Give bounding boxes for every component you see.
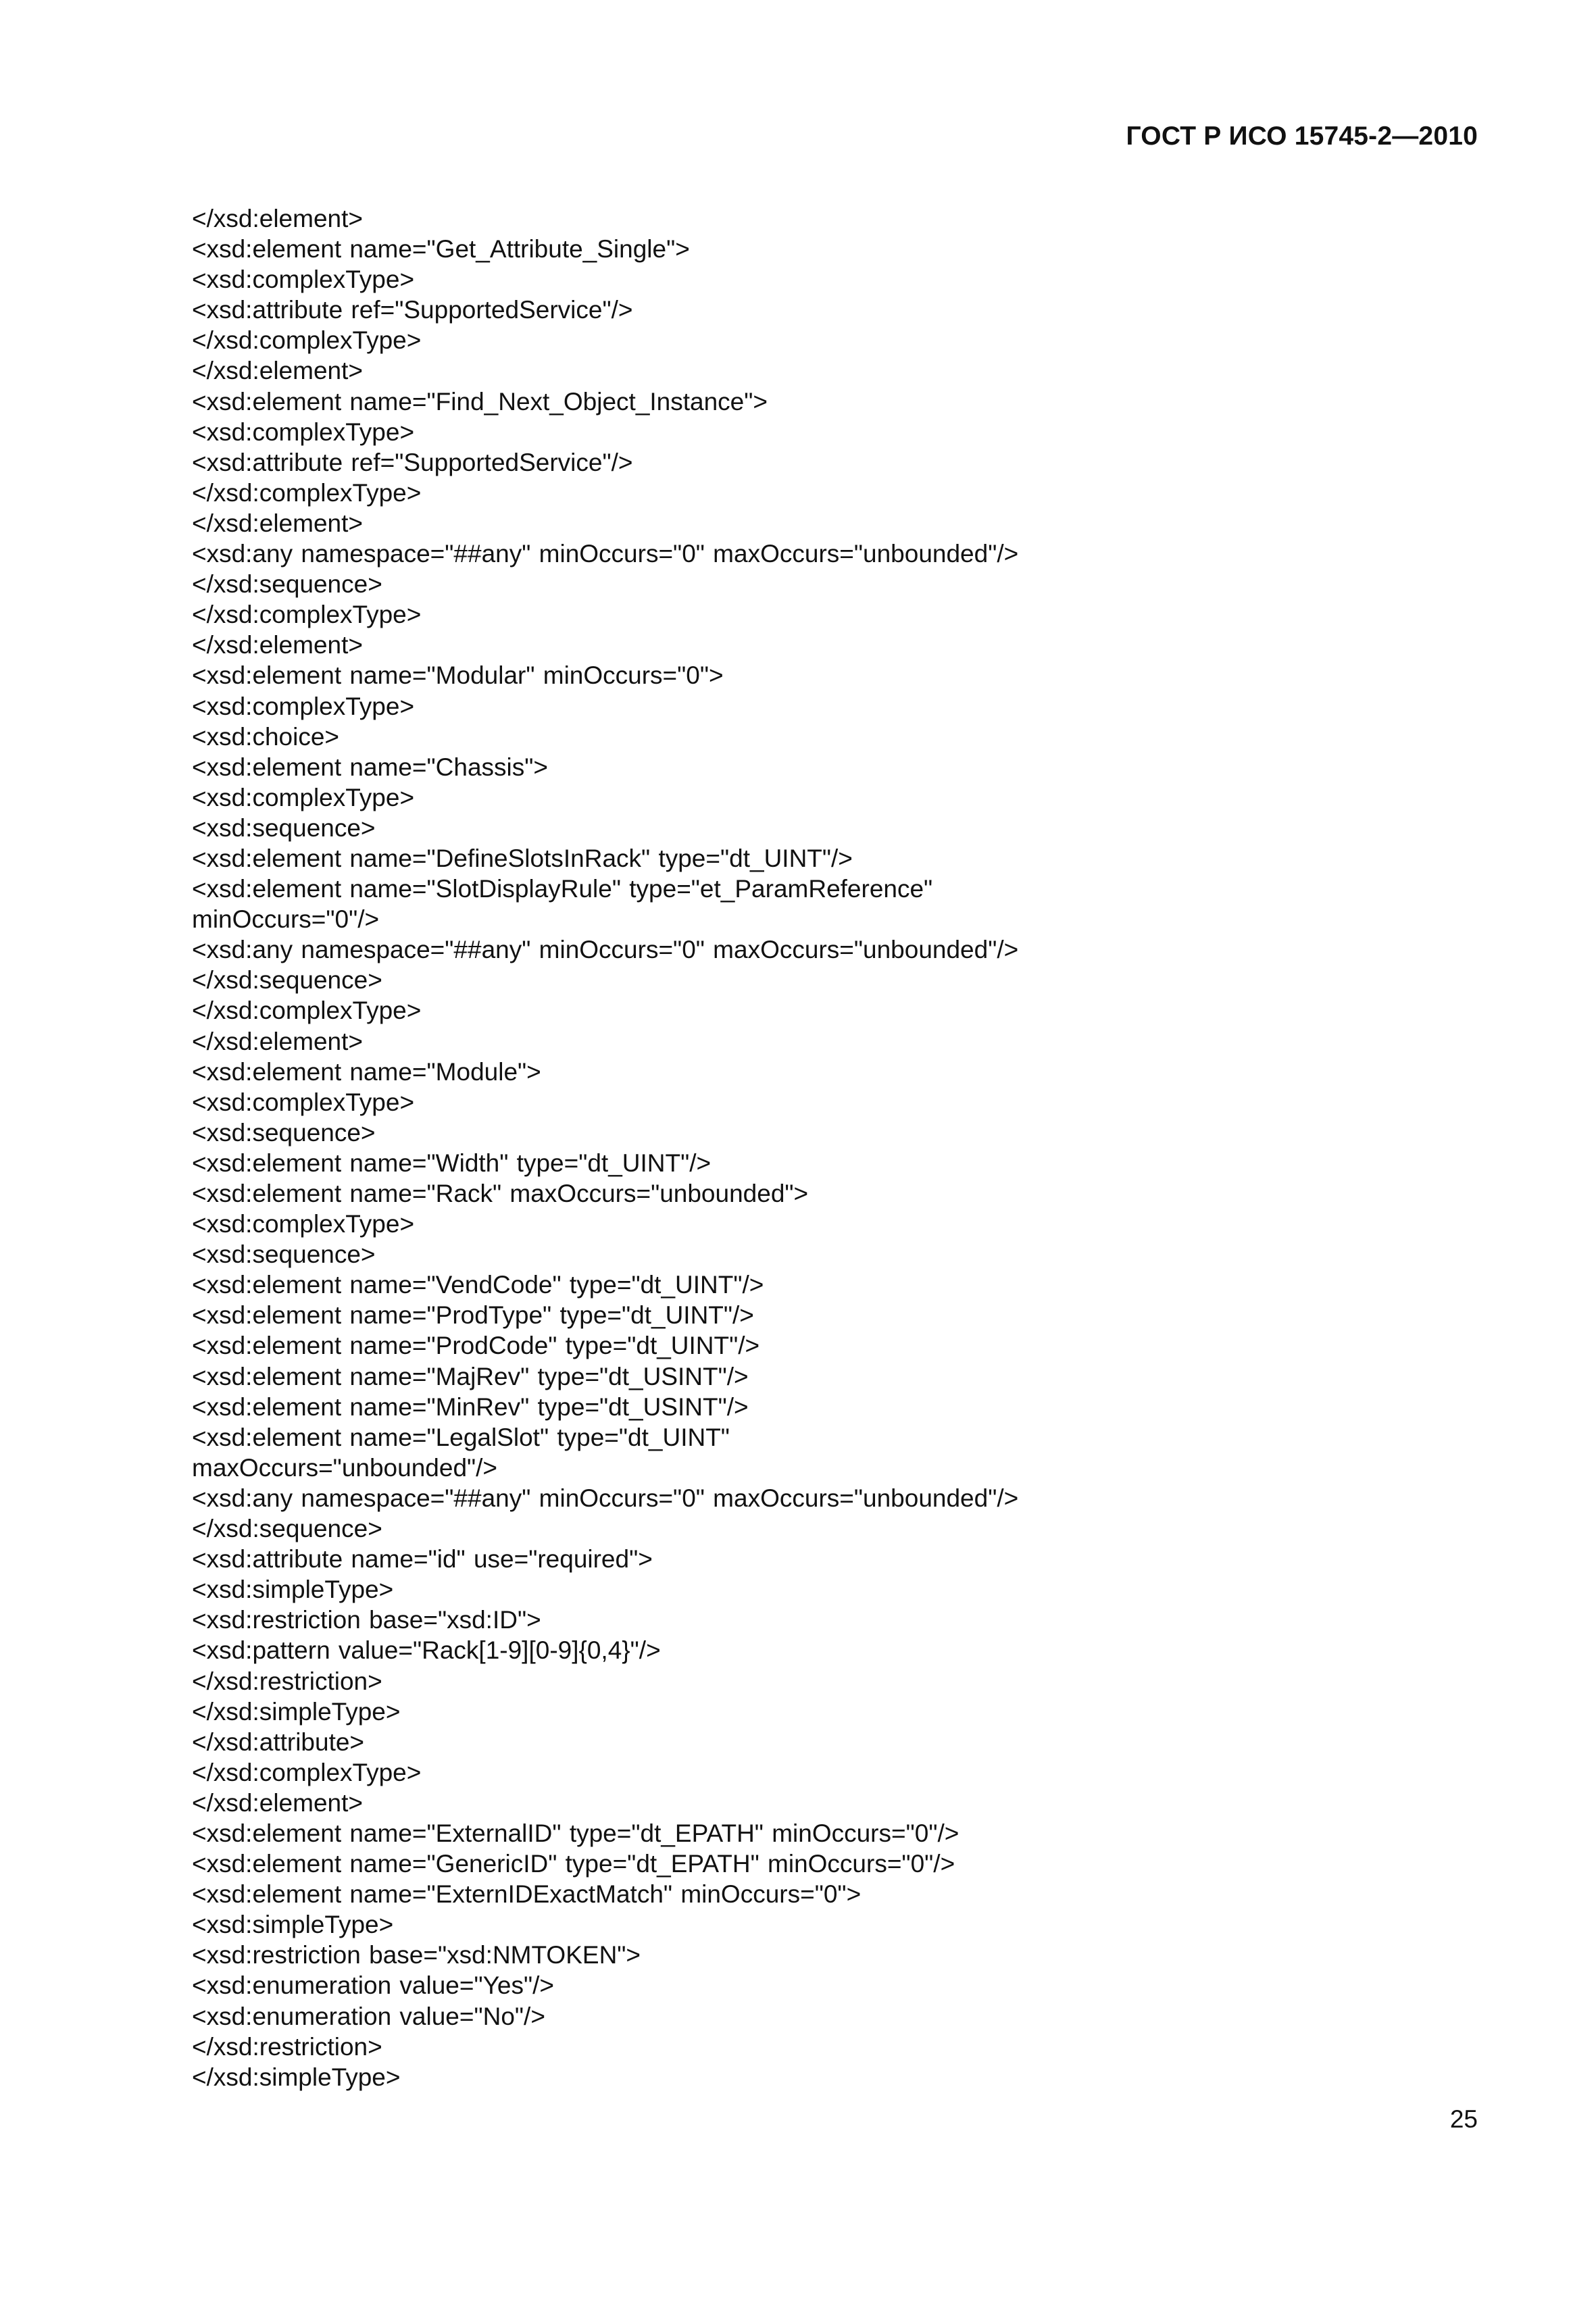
code-line: <xsd:element name="Chassis"> xyxy=(192,753,549,781)
code-line: <xsd:any namespace="##any" minOccurs="0" maxOccurs="unbounded"/> xyxy=(192,1484,1019,1512)
code-line: <xsd:element name="Rack" maxOccurs="unbounded"> xyxy=(192,1180,809,1207)
code-line: <xsd:element name="ExternIDExactMatch" minOccurs="0"> xyxy=(192,1880,862,1909)
code-line: <xsd:element name="LegalSlot" type="dt_UINT" xyxy=(192,1423,730,1451)
code-line: <xsd:complexType> xyxy=(192,1210,415,1238)
code-line: <xsd:sequence> xyxy=(192,813,376,842)
code-line: <xsd:element name="ProdCode" type="dt_UINT"/> xyxy=(192,1332,760,1360)
code-line: <xsd:element name="DefineSlotsInRack" type="dt_UINT"/> xyxy=(192,844,853,872)
code-line: </xsd:element> xyxy=(192,357,363,385)
code-line: <xsd:element name="SlotDisplayRule" type="et_ParamReference" xyxy=(192,875,933,903)
code-line: </xsd:complexType> xyxy=(192,997,422,1025)
code-line: <xsd:element name="Width" type="dt_UINT"/> xyxy=(192,1149,712,1177)
code-line: <xsd:restriction base="xsd:NMTOKEN"> xyxy=(192,1941,641,1969)
code-line: </xsd:sequence> xyxy=(192,570,382,599)
code-line: </xsd:restriction> xyxy=(192,2032,382,2061)
code-line: <xsd:choice> xyxy=(192,722,340,751)
code-line: <xsd:element name="Modular" minOccurs="0"> xyxy=(192,661,724,690)
code-line: <xsd:element name="Get_Attribute_Single"> xyxy=(192,235,690,263)
page-number: 25 xyxy=(1449,2105,1478,2133)
code-line: <xsd:complexType> xyxy=(192,418,415,446)
code-line: <xsd:attribute ref="SupportedService"/> xyxy=(192,296,633,324)
code-line: </xsd:simpleType> xyxy=(192,2063,401,2091)
code-line: </xsd:complexType> xyxy=(192,478,422,507)
code-line: <xsd:restriction base="xsd:ID"> xyxy=(192,1606,541,1634)
code-line: <xsd:element name="MajRev" type="dt_USINT"/> xyxy=(192,1362,749,1390)
code-line: <xsd:complexType> xyxy=(192,783,415,811)
code-line: <xsd:pattern value="Rack[1-9][0-9]{0,4}"/> xyxy=(192,1636,661,1665)
code-line: <xsd:element name="GenericID" type="dt_EPATH" minOccurs="0"/> xyxy=(192,1850,955,1878)
code-line: minOccurs="0"/> xyxy=(192,905,380,934)
code-line: </xsd:restriction> xyxy=(192,1667,382,1695)
code-line: </xsd:element> xyxy=(192,509,363,537)
code-line: </xsd:element> xyxy=(192,1027,363,1055)
code-line: <xsd:simpleType> xyxy=(192,1911,394,1939)
code-line: <xsd:simpleType> xyxy=(192,1576,394,1604)
code-line: <xsd:attribute ref="SupportedService"/> xyxy=(192,448,633,476)
code-line: <xsd:sequence> xyxy=(192,1240,376,1269)
code-line: <xsd:sequence> xyxy=(192,1118,376,1147)
code-line: <xsd:complexType> xyxy=(192,1088,415,1116)
code-line: </xsd:sequence> xyxy=(192,966,382,995)
code-line: <xsd:element name="Module"> xyxy=(192,1057,541,1086)
code-line: <xsd:any namespace="##any" minOccurs="0" maxOccurs="unbounded"/> xyxy=(192,540,1019,568)
code-line: </xsd:complexType> xyxy=(192,601,422,629)
code-line: <xsd:element name="VendCode" type="dt_UINT"/> xyxy=(192,1271,764,1299)
code-line: <xsd:enumeration value="No"/> xyxy=(192,2002,545,2030)
code-line: </xsd:complexType> xyxy=(192,326,422,355)
code-line: <xsd:element name="ExternalID" type="dt_EPATH" minOccurs="0"/> xyxy=(192,1819,959,1847)
code-line: <xsd:complexType> xyxy=(192,692,415,720)
code-line: <xsd:complexType> xyxy=(192,266,415,294)
code-line: maxOccurs="unbounded"/> xyxy=(192,1453,498,1482)
code-line: <xsd:element name="MinRev" type="dt_USINT"/> xyxy=(192,1392,749,1421)
code-line: </xsd:element> xyxy=(192,205,363,232)
code-line: <xsd:enumeration value="Yes"/> xyxy=(192,1971,555,2000)
code-line: </xsd:element> xyxy=(192,631,363,659)
code-line: <xsd:any namespace="##any" minOccurs="0" maxOccurs="unbounded"/> xyxy=(192,936,1019,964)
code-line: </xsd:complexType> xyxy=(192,1758,422,1786)
xml-schema-code-block xyxy=(192,203,1476,2092)
code-line: </xsd:simpleType> xyxy=(192,1697,401,1726)
code-line: <xsd:element name="ProdType" type="dt_UINT"/> xyxy=(192,1301,754,1330)
code-line: <xsd:element name="Find_Next_Object_Instance"> xyxy=(192,387,768,416)
code-line: </xsd:sequence> xyxy=(192,1515,382,1543)
page-header-standard-id: ГОСТ Р ИСО 15745-2—2010 xyxy=(1126,122,1478,151)
code-line: </xsd:attribute> xyxy=(192,1728,365,1756)
code-line: </xsd:element> xyxy=(192,1788,363,1817)
code-line: <xsd:attribute name="id" use="required"> xyxy=(192,1545,653,1574)
